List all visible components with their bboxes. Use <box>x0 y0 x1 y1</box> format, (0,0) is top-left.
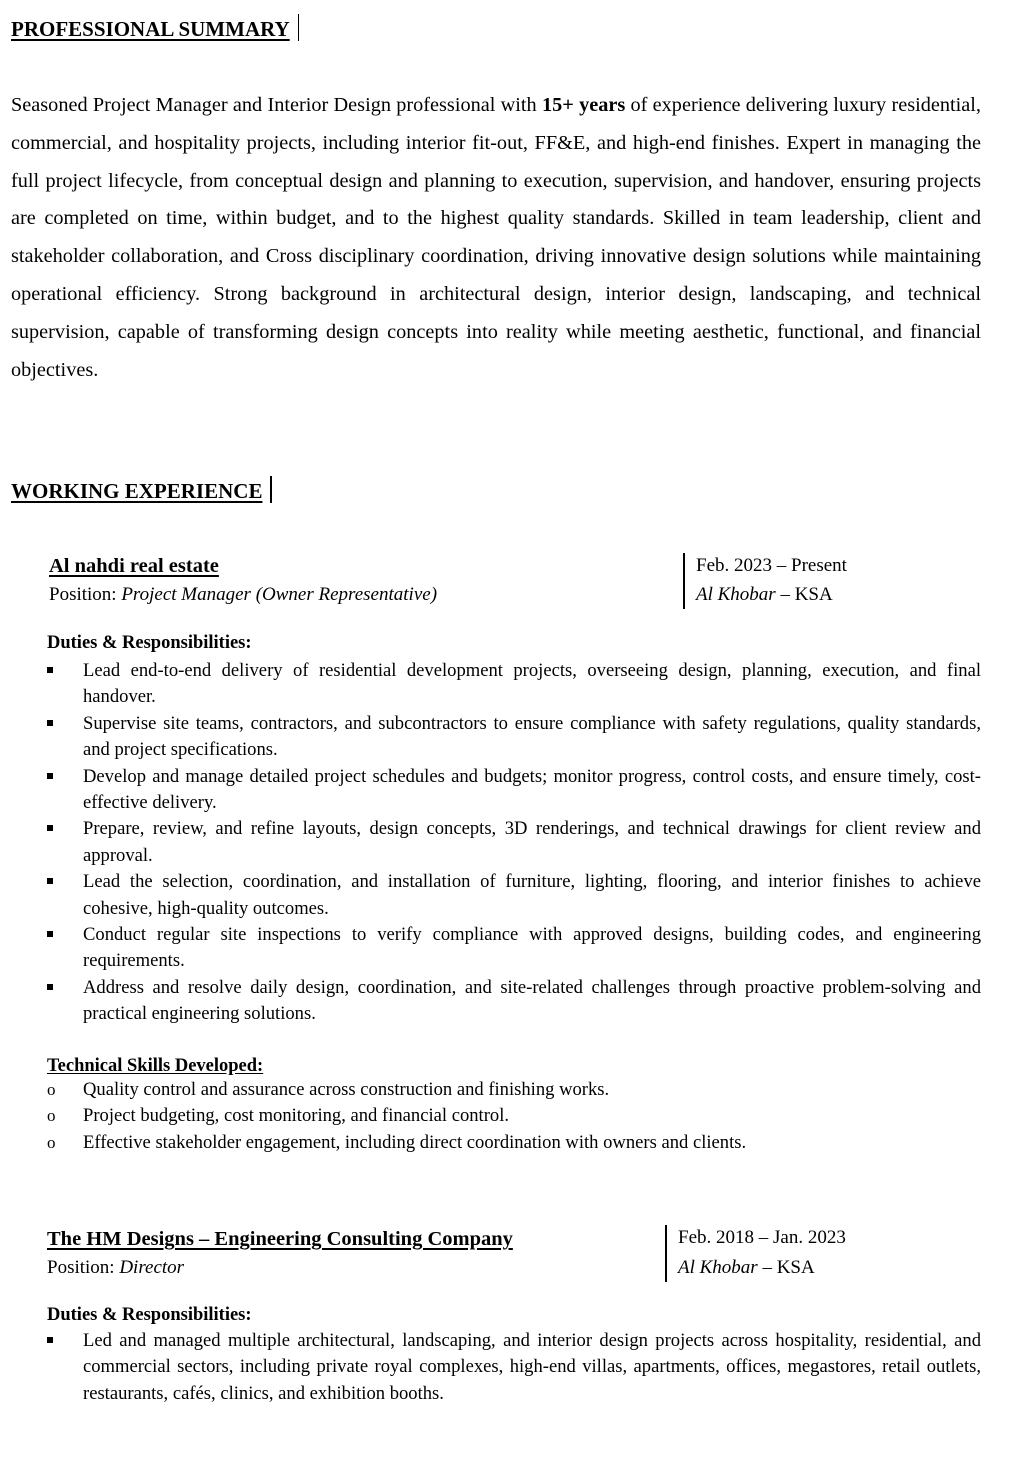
position-title: Director <box>119 1257 185 1278</box>
summary-text-start: Seasoned Project Manager and Interior Design professional with <box>11 94 542 116</box>
circle-bullet-icon: o <box>47 1132 56 1152</box>
list-item: Led and managed multiple architectural, landscaping, and interior design projects across hospitality, residential, and commercial sectors, including private royal complexes, high-end villas, apartments, offices, megastores, retail outlets, restaurants, cafés, clinics, and exhibition booths. <box>0 1328 981 1407</box>
summary-text-rest: of experience delivering luxury residential, commercial, and hospitality projects, including interior fit-out, FF&E, and high-end finishes. Expert in managing the full project lifecycle, from conceptual design and planning to execution, supervision, and handover, ensuring projects are completed on time, within budget, and to the highest quality standards. Skilled in team leadership, client and stakeholder collaboration, and Cross disciplinary coordination, driving innovative design solutions while maintaining operational efficiency. Strong background in architectural design, interior design, landscaping, and technical supervision, capable of transforming design concepts into reality while meeting aesthetic, functional, and financial objectives. <box>11 94 981 381</box>
technical-skills-list <box>0 1077 1024 1156</box>
job-position <box>49 584 437 606</box>
list-item: Conduct regular site inspections to verify compliance with approved designs, building codes, and engineering requirements. <box>0 922 981 975</box>
professional-summary-heading-text: PROFESSIONAL SUMMARY <box>11 17 290 41</box>
job-country: – KSA <box>775 584 833 605</box>
position-label: Position: <box>49 584 122 605</box>
job-company: The HM Designs – Engineering Consulting Company <box>47 1228 513 1250</box>
professional-summary-text <box>11 87 981 389</box>
job-location <box>696 584 833 606</box>
heading-divider <box>270 476 272 503</box>
list-item: Address and resolve daily design, coordination, and site-related challenges through proactive problem-solving and practical engineering solutions. <box>0 975 981 1028</box>
working-experience-heading <box>11 476 272 504</box>
list-item: Lead the selection, coordination, and installation of furniture, lighting, flooring, and interior finishes to achieve cohesive, high-quality outcomes. <box>0 869 981 922</box>
list-item: Supervise site teams, contractors, and subcontractors to ensure compliance with safety regulations, quality standards, and project specifications. <box>0 711 981 764</box>
technical-skills-heading: Technical Skills Developed: <box>47 1056 264 1076</box>
job-header-divider <box>683 553 685 609</box>
square-bullet-icon <box>47 984 53 990</box>
list-item: Develop and manage detailed project schedules and budgets; monitor progress, control costs, and ensure timely, cost-effective delivery. <box>0 764 981 817</box>
summary-years-highlight: 15+ years <box>541 94 626 116</box>
square-bullet-icon <box>47 825 53 831</box>
duties-heading: Duties & Responsibilities: <box>47 633 252 653</box>
list-item: Prepare, review, and refine layouts, design concepts, 3D renderings, and technical drawings for client review and approval. <box>0 816 981 869</box>
duties-heading: Duties & Responsibilities: <box>47 1305 252 1325</box>
job-header-divider <box>665 1225 667 1282</box>
job-position <box>47 1257 184 1279</box>
list-item: Lead end-to-end delivery of residential development projects, overseeing design, planning, execution, and final handover. <box>0 658 981 711</box>
job-dates: Feb. 2023 – Present <box>696 555 847 576</box>
circle-bullet-icon: o <box>47 1106 56 1126</box>
square-bullet-icon <box>47 931 53 937</box>
square-bullet-icon <box>47 1337 53 1343</box>
list-item: o Quality control and assurance across construction and finishing works. <box>0 1077 1024 1103</box>
position-label: Position: <box>47 1257 120 1278</box>
working-experience-heading-text: WORKING EXPERIENCE <box>11 479 263 503</box>
job-location <box>678 1257 815 1279</box>
list-item: o Effective stakeholder engagement, including direct coordination with owners and clients. <box>0 1130 1024 1156</box>
job-company: Al nahdi real estate <box>49 555 219 577</box>
job-country: – KSA <box>757 1257 815 1278</box>
list-item: o Project budgeting, cost monitoring, and financial control. <box>0 1103 1024 1129</box>
job-city: Al Khobar <box>696 584 776 605</box>
duties-list <box>0 1328 1024 1407</box>
square-bullet-icon <box>47 878 53 884</box>
circle-bullet-icon: o <box>47 1080 56 1099</box>
position-title: Project Manager (Owner Representative) <box>121 584 438 605</box>
square-bullet-icon <box>47 773 53 779</box>
job-dates: Feb. 2018 – Jan. 2023 <box>678 1227 846 1248</box>
professional-summary-heading <box>11 14 299 42</box>
square-bullet-icon <box>47 667 53 673</box>
square-bullet-icon <box>47 720 53 726</box>
job-city: Al Khobar <box>678 1257 758 1278</box>
duties-list <box>0 658 1024 1028</box>
heading-divider <box>298 14 300 41</box>
